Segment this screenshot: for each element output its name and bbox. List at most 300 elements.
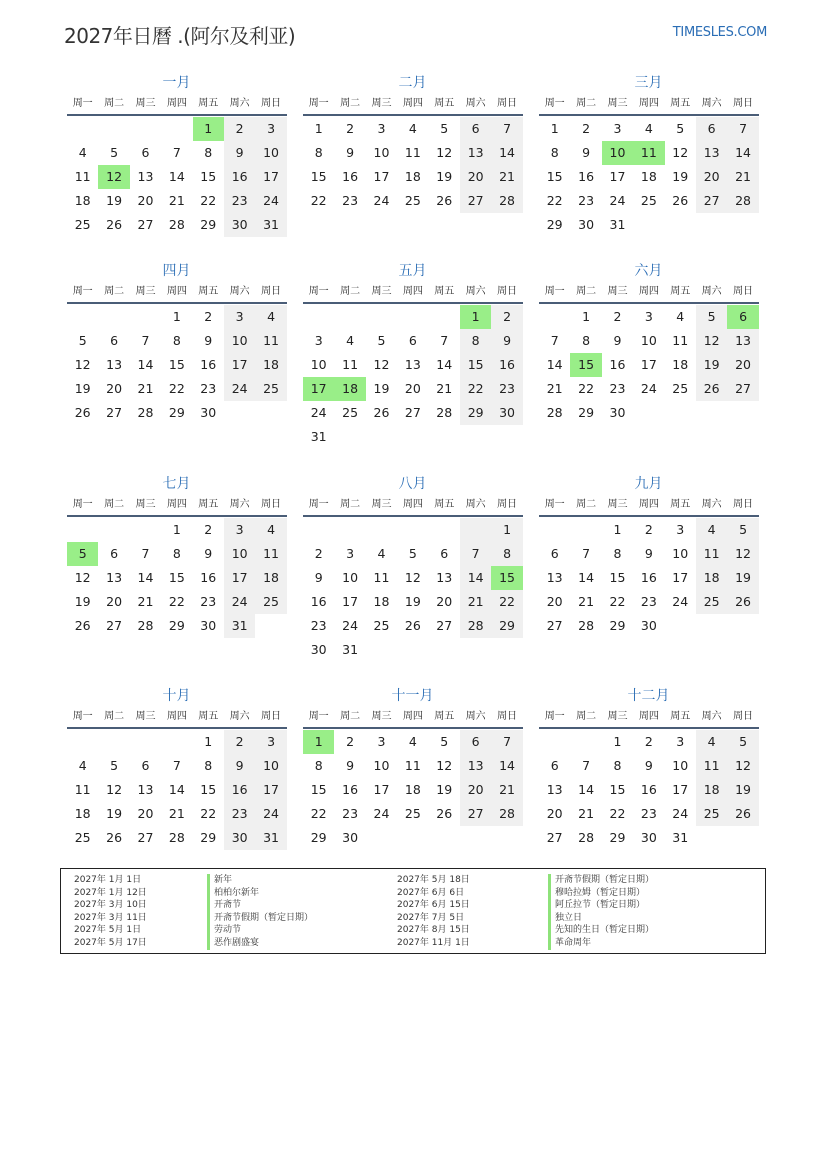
day-cell: 18 xyxy=(404,169,421,184)
weekday-label: 周三 xyxy=(135,499,156,510)
day-cell: 26 xyxy=(74,618,91,633)
day-cell: 5 xyxy=(440,121,449,136)
day-cell: 13 xyxy=(137,782,154,797)
empty-cell xyxy=(67,305,98,329)
weekday-label: 周一 xyxy=(72,711,93,722)
day-cell: 11 xyxy=(255,329,286,353)
weekday-label: 周二 xyxy=(340,98,361,109)
day-cell: 12 xyxy=(74,357,91,372)
empty-cell xyxy=(303,305,334,329)
day-cell: 28 xyxy=(578,830,595,845)
weekday-label: 周六 xyxy=(229,286,250,297)
empty-cell xyxy=(98,730,129,754)
holiday-day-cell: 15 xyxy=(570,353,601,377)
day-cell: 24 xyxy=(672,806,689,821)
day-cell: 28 xyxy=(137,618,154,633)
weekday-label: 周五 xyxy=(670,711,691,722)
empty-cell xyxy=(334,305,365,329)
day-cell: 6 xyxy=(460,730,491,754)
day-cell: 2 xyxy=(346,734,355,749)
day-cell: 12 xyxy=(404,570,421,585)
weekday-label: 周一 xyxy=(308,499,329,510)
day-cell: 28 xyxy=(491,802,522,826)
weekday-label: 周四 xyxy=(166,286,187,297)
day-cell: 30 xyxy=(578,217,595,232)
day-cell: 25 xyxy=(255,377,286,401)
day-cell: 18 xyxy=(696,566,727,590)
day-grid xyxy=(539,730,759,850)
day-cell: 24 xyxy=(373,193,390,208)
month-12 xyxy=(539,685,759,850)
day-cell: 6 xyxy=(141,145,150,160)
day-cell: 18 xyxy=(255,566,286,590)
weekday-label: 周一 xyxy=(72,499,93,510)
legend-holiday-name: 柏柏尔新年 xyxy=(207,887,313,900)
weekday-label: 周二 xyxy=(576,286,597,297)
day-cell: 11 xyxy=(696,754,727,778)
day-cell: 24 xyxy=(224,590,255,614)
day-cell: 5 xyxy=(727,518,758,542)
weekday-label: 周六 xyxy=(229,711,250,722)
day-cell: 29 xyxy=(609,618,626,633)
day-cell: 24 xyxy=(373,806,390,821)
weekday-header xyxy=(539,94,759,116)
day-cell: 29 xyxy=(310,830,327,845)
day-cell: 10 xyxy=(342,570,359,585)
day-cell: 17 xyxy=(672,782,689,797)
day-cell: 25 xyxy=(672,381,689,396)
weekday-label: 周一 xyxy=(544,98,565,109)
day-cell: 2 xyxy=(314,546,323,561)
weekday-label: 周一 xyxy=(544,711,565,722)
day-cell: 29 xyxy=(168,618,185,633)
day-cell: 12 xyxy=(696,329,727,353)
day-cell: 8 xyxy=(314,145,323,160)
day-cell: 11 xyxy=(74,169,91,184)
day-cell: 23 xyxy=(609,381,626,396)
day-cell: 21 xyxy=(137,594,154,609)
day-cell: 26 xyxy=(404,618,421,633)
day-cell: 18 xyxy=(696,778,727,802)
weekday-label: 周日 xyxy=(497,98,518,109)
weekday-label: 周日 xyxy=(497,499,518,510)
empty-cell xyxy=(161,117,192,141)
weekday-label: 周二 xyxy=(340,711,361,722)
holiday-day-cell: 10 xyxy=(602,141,633,165)
weekday-label: 周日 xyxy=(733,711,754,722)
day-cell: 31 xyxy=(255,826,286,850)
day-cell: 2 xyxy=(582,121,591,136)
day-grid xyxy=(67,305,287,425)
day-cell: 28 xyxy=(491,189,522,213)
day-cell: 9 xyxy=(613,333,622,348)
day-cell: 8 xyxy=(172,546,181,561)
holiday-day-cell: 17 xyxy=(303,377,334,401)
day-cell: 24 xyxy=(609,193,626,208)
weekday-label: 周日 xyxy=(261,286,282,297)
weekday-header xyxy=(303,495,523,517)
day-cell: 25 xyxy=(404,193,421,208)
day-cell: 30 xyxy=(342,830,359,845)
day-cell: 19 xyxy=(727,566,758,590)
day-cell: 4 xyxy=(255,305,286,329)
day-cell: 10 xyxy=(672,546,689,561)
month-9 xyxy=(539,473,759,638)
day-cell: 23 xyxy=(491,377,522,401)
holiday-day-cell: 1 xyxy=(193,117,224,141)
day-cell: 13 xyxy=(727,329,758,353)
day-cell: 4 xyxy=(377,546,386,561)
empty-cell xyxy=(539,305,570,329)
day-cell: 26 xyxy=(696,377,727,401)
weekday-label: 周五 xyxy=(670,286,691,297)
page-title: 2027年日曆 .(阿尔及利亚) xyxy=(64,24,296,48)
day-cell: 2 xyxy=(644,522,653,537)
weekday-label: 周二 xyxy=(104,98,125,109)
empty-cell xyxy=(130,305,161,329)
day-cell: 23 xyxy=(640,806,657,821)
month-name: 七月 xyxy=(162,476,191,492)
day-cell: 21 xyxy=(491,165,522,189)
weekday-label: 周日 xyxy=(733,98,754,109)
day-cell: 3 xyxy=(676,522,685,537)
day-cell: 12 xyxy=(74,570,91,585)
day-cell: 21 xyxy=(727,165,758,189)
day-cell: 1 xyxy=(314,121,323,136)
day-cell: 28 xyxy=(460,614,491,638)
day-grid xyxy=(67,117,287,237)
legend-holiday-name: 穆哈拉姆（暂定日期） xyxy=(548,887,654,900)
day-cell: 29 xyxy=(491,614,522,638)
day-cell: 18 xyxy=(255,353,286,377)
day-cell: 26 xyxy=(727,802,758,826)
day-cell: 21 xyxy=(578,806,595,821)
day-cell: 24 xyxy=(672,594,689,609)
day-cell: 13 xyxy=(696,141,727,165)
weekday-label: 周四 xyxy=(638,286,659,297)
day-cell: 4 xyxy=(78,758,87,773)
holiday-day-cell: 12 xyxy=(98,165,129,189)
empty-cell xyxy=(130,117,161,141)
day-cell: 17 xyxy=(342,594,359,609)
day-cell: 31 xyxy=(255,213,286,237)
day-cell: 6 xyxy=(110,333,119,348)
empty-cell xyxy=(334,518,365,542)
day-cell: 14 xyxy=(546,357,563,372)
month-name: 一月 xyxy=(162,75,191,91)
day-cell: 23 xyxy=(224,189,255,213)
day-cell: 25 xyxy=(404,806,421,821)
day-cell: 21 xyxy=(460,590,491,614)
month-name: 三月 xyxy=(634,75,663,91)
legend-holiday-name: 开斋节假期（暂定日期） xyxy=(548,874,654,887)
weekday-label: 周三 xyxy=(607,499,628,510)
day-cell: 20 xyxy=(106,381,123,396)
day-cell: 25 xyxy=(373,618,390,633)
day-cell: 14 xyxy=(137,357,154,372)
day-cell: 20 xyxy=(546,806,563,821)
day-cell: 11 xyxy=(255,542,286,566)
day-cell: 22 xyxy=(460,377,491,401)
day-cell: 8 xyxy=(613,546,622,561)
empty-cell xyxy=(98,305,129,329)
day-cell: 15 xyxy=(200,169,217,184)
weekday-label: 周六 xyxy=(701,711,722,722)
weekday-label: 周五 xyxy=(670,98,691,109)
day-cell: 23 xyxy=(200,381,217,396)
weekday-label: 周四 xyxy=(638,499,659,510)
weekday-label: 周三 xyxy=(135,286,156,297)
day-cell: 10 xyxy=(672,758,689,773)
day-cell: 29 xyxy=(578,405,595,420)
legend-holiday-name: 开斋节 xyxy=(207,899,313,912)
day-cell: 8 xyxy=(204,758,213,773)
weekday-label: 周二 xyxy=(576,98,597,109)
day-cell: 9 xyxy=(204,546,213,561)
day-cell: 17 xyxy=(373,782,390,797)
month-10 xyxy=(67,685,287,850)
weekday-label: 周日 xyxy=(733,286,754,297)
day-cell: 2 xyxy=(613,309,622,324)
day-cell: 29 xyxy=(200,830,217,845)
day-cell: 10 xyxy=(310,357,327,372)
legend-date: 2027年 11月 1日 xyxy=(397,937,470,948)
day-cell: 6 xyxy=(696,117,727,141)
day-cell: 19 xyxy=(106,806,123,821)
day-cell: 20 xyxy=(436,594,453,609)
day-cell: 29 xyxy=(168,405,185,420)
weekday-label: 周四 xyxy=(166,711,187,722)
day-cell: 20 xyxy=(106,594,123,609)
weekday-header xyxy=(67,707,287,729)
day-cell: 14 xyxy=(436,357,453,372)
empty-cell xyxy=(303,518,334,542)
day-cell: 20 xyxy=(696,165,727,189)
day-cell: 28 xyxy=(436,405,453,420)
empty-cell xyxy=(570,518,601,542)
month-name: 十月 xyxy=(162,688,191,704)
day-cell: 13 xyxy=(546,782,563,797)
day-cell: 27 xyxy=(106,618,123,633)
day-cell: 20 xyxy=(460,165,491,189)
weekday-label: 周五 xyxy=(434,286,455,297)
day-cell: 16 xyxy=(609,357,626,372)
weekday-header xyxy=(539,707,759,729)
site-name[interactable]: TIMESLES.COM xyxy=(672,25,767,40)
day-cell: 17 xyxy=(609,169,626,184)
day-cell: 3 xyxy=(644,309,653,324)
holiday-day-cell: 11 xyxy=(633,141,664,165)
weekday-label: 周四 xyxy=(402,98,423,109)
day-cell: 16 xyxy=(342,782,359,797)
day-cell: 26 xyxy=(106,217,123,232)
empty-cell xyxy=(366,518,397,542)
day-cell: 2 xyxy=(204,309,213,324)
month-name: 八月 xyxy=(398,476,427,492)
day-cell: 18 xyxy=(74,806,91,821)
legend-date: 2027年 6月 15日 xyxy=(397,900,470,911)
weekday-label: 周一 xyxy=(544,286,565,297)
weekday-label: 周六 xyxy=(701,499,722,510)
day-grid xyxy=(67,518,287,638)
day-cell: 30 xyxy=(310,642,327,657)
day-cell: 10 xyxy=(255,141,286,165)
day-cell: 9 xyxy=(346,145,355,160)
day-cell: 7 xyxy=(141,333,150,348)
day-cell: 13 xyxy=(436,570,453,585)
day-cell: 5 xyxy=(440,734,449,749)
day-cell: 3 xyxy=(255,730,286,754)
day-cell: 10 xyxy=(255,754,286,778)
day-cell: 1 xyxy=(172,522,181,537)
day-cell: 12 xyxy=(436,145,453,160)
weekday-label: 周四 xyxy=(402,499,423,510)
weekday-header xyxy=(539,282,759,304)
day-cell: 20 xyxy=(404,381,421,396)
weekday-header xyxy=(67,282,287,304)
day-cell: 30 xyxy=(200,618,217,633)
day-cell: 31 xyxy=(310,429,327,444)
day-cell: 1 xyxy=(204,734,213,749)
day-cell: 27 xyxy=(546,830,563,845)
day-cell: 11 xyxy=(404,145,421,160)
day-cell: 14 xyxy=(491,754,522,778)
day-cell: 24 xyxy=(255,189,286,213)
weekday-label: 周五 xyxy=(198,286,219,297)
holiday-day-cell: 1 xyxy=(460,305,491,329)
day-cell: 22 xyxy=(546,193,563,208)
day-cell: 10 xyxy=(373,758,390,773)
weekday-label: 周三 xyxy=(371,98,392,109)
day-cell: 31 xyxy=(342,642,359,657)
day-cell: 16 xyxy=(200,357,217,372)
day-cell: 30 xyxy=(491,401,522,425)
day-cell: 2 xyxy=(224,117,255,141)
day-grid xyxy=(303,117,523,213)
day-cell: 24 xyxy=(310,405,327,420)
day-cell: 19 xyxy=(727,778,758,802)
day-cell: 18 xyxy=(404,782,421,797)
day-cell: 23 xyxy=(224,802,255,826)
day-grid xyxy=(539,305,759,425)
legend-date: 2027年 5月 1日 xyxy=(74,925,142,936)
legend-dates-left xyxy=(74,874,204,950)
day-cell: 7 xyxy=(491,730,522,754)
day-cell: 12 xyxy=(436,758,453,773)
day-cell: 24 xyxy=(342,618,359,633)
day-cell: 13 xyxy=(404,357,421,372)
day-cell: 15 xyxy=(609,782,626,797)
day-cell: 27 xyxy=(460,189,491,213)
day-cell: 19 xyxy=(436,782,453,797)
day-cell: 27 xyxy=(460,802,491,826)
day-cell: 1 xyxy=(491,518,522,542)
day-cell: 7 xyxy=(582,546,591,561)
day-cell: 5 xyxy=(110,145,119,160)
day-cell: 24 xyxy=(255,802,286,826)
weekday-label: 周四 xyxy=(638,711,659,722)
day-cell: 3 xyxy=(314,333,323,348)
empty-cell xyxy=(98,518,129,542)
day-cell: 2 xyxy=(224,730,255,754)
day-cell: 28 xyxy=(137,405,154,420)
day-cell: 14 xyxy=(578,782,595,797)
day-cell: 11 xyxy=(672,333,689,348)
weekday-label: 周一 xyxy=(308,711,329,722)
month-1 xyxy=(67,72,287,237)
day-cell: 16 xyxy=(640,782,657,797)
day-cell: 15 xyxy=(310,169,327,184)
day-cell: 9 xyxy=(224,754,255,778)
day-cell: 5 xyxy=(408,546,417,561)
month-name: 十二月 xyxy=(627,688,670,704)
day-cell: 21 xyxy=(578,594,595,609)
day-cell: 21 xyxy=(436,381,453,396)
day-cell: 6 xyxy=(110,546,119,561)
day-cell: 4 xyxy=(408,734,417,749)
day-cell: 26 xyxy=(436,193,453,208)
day-cell: 12 xyxy=(672,145,689,160)
empty-cell xyxy=(570,730,601,754)
empty-cell xyxy=(539,730,570,754)
weekday-label: 周三 xyxy=(607,711,628,722)
day-cell: 4 xyxy=(255,518,286,542)
weekday-label: 周日 xyxy=(261,711,282,722)
day-cell: 28 xyxy=(168,217,185,232)
day-cell: 13 xyxy=(460,141,491,165)
empty-cell xyxy=(130,730,161,754)
day-cell: 15 xyxy=(546,169,563,184)
day-cell: 4 xyxy=(696,730,727,754)
legend-date: 2027年 8月 15日 xyxy=(397,925,470,936)
weekday-label: 周四 xyxy=(402,286,423,297)
day-cell: 19 xyxy=(672,169,689,184)
day-cell: 13 xyxy=(106,357,123,372)
holiday-day-cell: 6 xyxy=(727,305,758,329)
empty-cell xyxy=(98,117,129,141)
day-cell: 31 xyxy=(672,830,689,845)
weekday-label: 周六 xyxy=(465,286,486,297)
day-cell: 29 xyxy=(546,217,563,232)
day-cell: 27 xyxy=(106,405,123,420)
day-cell: 22 xyxy=(200,193,217,208)
day-cell: 1 xyxy=(550,121,559,136)
day-cell: 14 xyxy=(578,570,595,585)
weekday-label: 周一 xyxy=(72,98,93,109)
day-cell: 26 xyxy=(74,405,91,420)
weekday-label: 周二 xyxy=(104,499,125,510)
legend-holiday-name: 革命周年 xyxy=(548,937,654,950)
weekday-header xyxy=(303,94,523,116)
day-cell: 23 xyxy=(342,806,359,821)
month-11 xyxy=(303,685,523,850)
weekday-label: 周二 xyxy=(104,286,125,297)
day-cell: 29 xyxy=(200,217,217,232)
day-cell: 5 xyxy=(110,758,119,773)
weekday-label: 周二 xyxy=(340,286,361,297)
weekday-label: 周一 xyxy=(72,286,93,297)
day-cell: 10 xyxy=(640,333,657,348)
day-cell: 23 xyxy=(310,618,327,633)
legend-dates-right xyxy=(397,874,470,950)
day-cell: 28 xyxy=(546,405,563,420)
day-cell: 14 xyxy=(168,782,185,797)
day-cell: 28 xyxy=(578,618,595,633)
day-cell: 8 xyxy=(491,542,522,566)
empty-cell xyxy=(460,518,491,542)
empty-cell xyxy=(67,117,98,141)
day-cell: 28 xyxy=(168,830,185,845)
